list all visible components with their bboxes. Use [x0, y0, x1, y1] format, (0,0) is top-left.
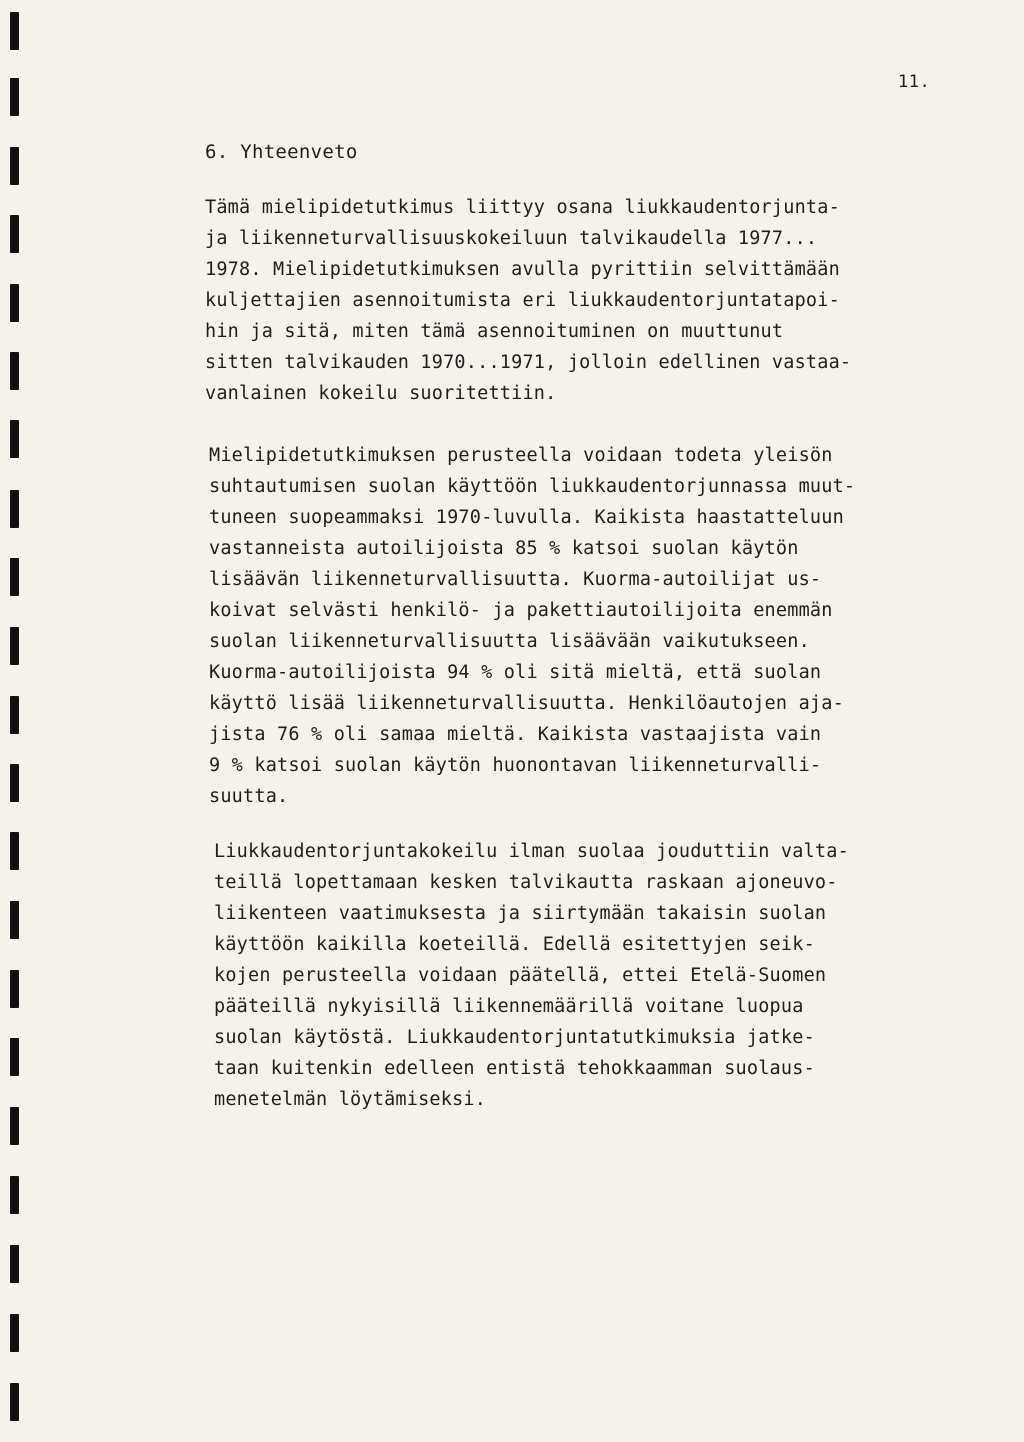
text-line: teillä lopettamaan kesken talvikautta raskaan ajoneuvo- — [214, 872, 838, 893]
text-line: tuneen suopeammaksi 1970-luvulla. Kaikista haastatteluun — [209, 507, 844, 528]
binding-hole — [10, 1314, 19, 1352]
text-line: sitten talvikauden 1970...1971, jolloin edellinen vastaa- — [205, 352, 852, 373]
text-line: suutta. — [209, 786, 289, 807]
text-line: lisäävän liikenneturvallisuutta. Kuorma-autoilijat us- — [209, 569, 822, 590]
text-line: suhtautumisen suolan käyttöön liukkaudentorjunnassa muut- — [209, 476, 856, 497]
binding-hole — [10, 352, 19, 390]
text-line: 1978. Mielipidetutkimuksen avulla pyrittiin selvittämään — [205, 259, 840, 280]
binding-hole — [10, 832, 19, 870]
text-line: hin ja sitä, miten tämä asennoituminen on muuttunut — [205, 321, 784, 342]
binding-hole — [10, 558, 19, 596]
text-line: Liukkaudentorjuntakokeilu ilman suolaa jouduttiin valta- — [214, 841, 849, 862]
text-line: liikenteen vaatimuksesta ja siirtymään takaisin suolan — [214, 903, 827, 924]
binding-hole — [10, 1383, 19, 1421]
section-heading: 6. Yhteenveto — [205, 141, 358, 163]
text-line: Tämä mielipidetutkimus liittyy osana liukkaudentorjunta- — [205, 197, 840, 218]
text-line: jista 76 % oli samaa mieltä. Kaikista vastaajista vain — [209, 724, 822, 745]
text-line: koivat selvästi henkilö- ja pakettiautoilijoita enemmän — [209, 600, 833, 621]
text-line: käyttö lisää liikenneturvallisuutta. Henkilöautojen aja- — [209, 693, 844, 714]
paragraph-introduction — [205, 192, 925, 409]
binding-hole — [10, 1038, 19, 1076]
binding-hole — [10, 1107, 19, 1145]
text-line: kuljettajien asennoitumista eri liukkaudentorjuntatapoi- — [205, 290, 840, 311]
page-number: 11. — [898, 72, 931, 92]
text-line: vanlainen kokeilu suoritettiin. — [205, 383, 557, 404]
text-line: vastanneista autoilijoista 85 % katsoi suolan käytön — [209, 538, 799, 559]
binding-hole — [10, 627, 19, 665]
text-line: 9 % katsoi suolan käytön huonontavan liikenneturvalli- — [209, 755, 822, 776]
text-line: kojen perusteella voidaan päätellä, ettei Etelä-Suomen — [214, 965, 827, 986]
binding-hole — [10, 970, 19, 1008]
binding-hole — [10, 215, 19, 253]
binding-hole — [10, 284, 19, 322]
text-line: Kuorma-autoilijoista 94 % oli sitä mieltä, että suolan — [209, 662, 822, 683]
binding-hole — [10, 78, 19, 116]
text-line: suolan käytöstä. Liukkaudentorjuntatutkimuksia jatke- — [214, 1027, 815, 1048]
binding-hole — [10, 764, 19, 802]
text-line: käyttöön kaikilla koeteillä. Edellä esitettyjen seik- — [214, 934, 815, 955]
binding-hole — [10, 490, 19, 528]
binding-hole — [10, 1176, 19, 1214]
text-line: Mielipidetutkimuksen perusteella voidaan todeta yleisön — [209, 445, 833, 466]
text-line: menetelmän löytämiseksi. — [214, 1089, 487, 1110]
binding-holes — [10, 0, 22, 1442]
binding-hole — [10, 901, 19, 939]
binding-hole — [10, 1245, 19, 1283]
text-line: pääteillä nykyisillä liikennemäärillä voitane luopua — [214, 996, 804, 1017]
binding-hole — [10, 420, 19, 458]
binding-hole — [10, 12, 19, 50]
text-line: taan kuitenkin edelleen entistä tehokkaamman suolaus- — [214, 1058, 815, 1079]
binding-hole — [10, 696, 19, 734]
paragraph-conclusion — [214, 836, 934, 1115]
text-line: ja liikenneturvallisuuskokeiluun talvikaudella 1977... — [205, 228, 818, 249]
paragraph-survey-results — [209, 440, 929, 812]
text-line: suolan liikenneturvallisuutta lisäävään vaikutukseen. — [209, 631, 810, 652]
binding-hole — [10, 147, 19, 185]
